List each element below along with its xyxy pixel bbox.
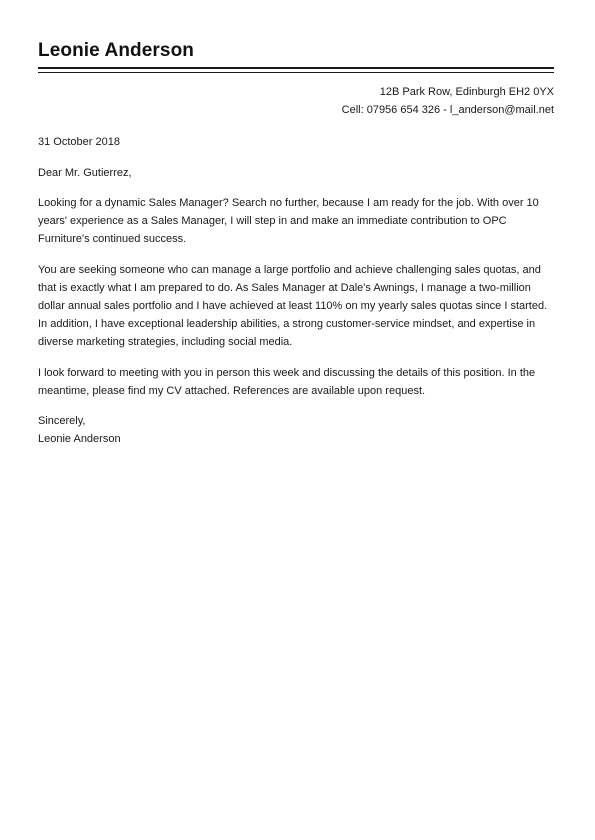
sender-contact-line: Cell: 07956 654 326 - l_anderson@mail.net — [341, 104, 554, 116]
letter-date: 31 October 2018 — [38, 136, 120, 148]
header-divider-thick — [38, 67, 554, 69]
sender-name: Leonie Anderson — [38, 40, 194, 61]
letter-signature: Leonie Anderson — [38, 433, 121, 445]
body-paragraph-1: Looking for a dynamic Sales Manager? Search no further, because I am ready for the job. With over 10 years' experience as a Sales Manager, I will step in and make an immediate contribution to OPC Furniture's continued success. — [38, 197, 539, 245]
body-paragraph-3: I look forward to meeting with you in person this week and discussing the details of this position. In the meantime, please find my CV attached. References are available upon request. — [38, 367, 536, 397]
contact-block — [342, 83, 554, 119]
letter-salutation: Dear Mr. Gutierrez, — [38, 167, 132, 179]
letter-closing: Sincerely, — [38, 415, 86, 427]
header-divider-thin — [38, 72, 554, 73]
sender-address: 12B Park Row, Edinburgh EH2 0YX — [379, 86, 554, 98]
body-paragraph-2: You are seeking someone who can manage a large portfolio and achieve challenging sales quotas, and that is exactly what I am prepared to do. As Sales Manager at Dale's Awnings, I manage a two-million dollar annual sales portfolio and I have achieved at least 110% on my yearly sales quotas since I started. In addition, I have exceptional leadership abilities, a strong customer-service mindset, and expertise in diverse marketing strategies, including social media. — [38, 264, 548, 348]
